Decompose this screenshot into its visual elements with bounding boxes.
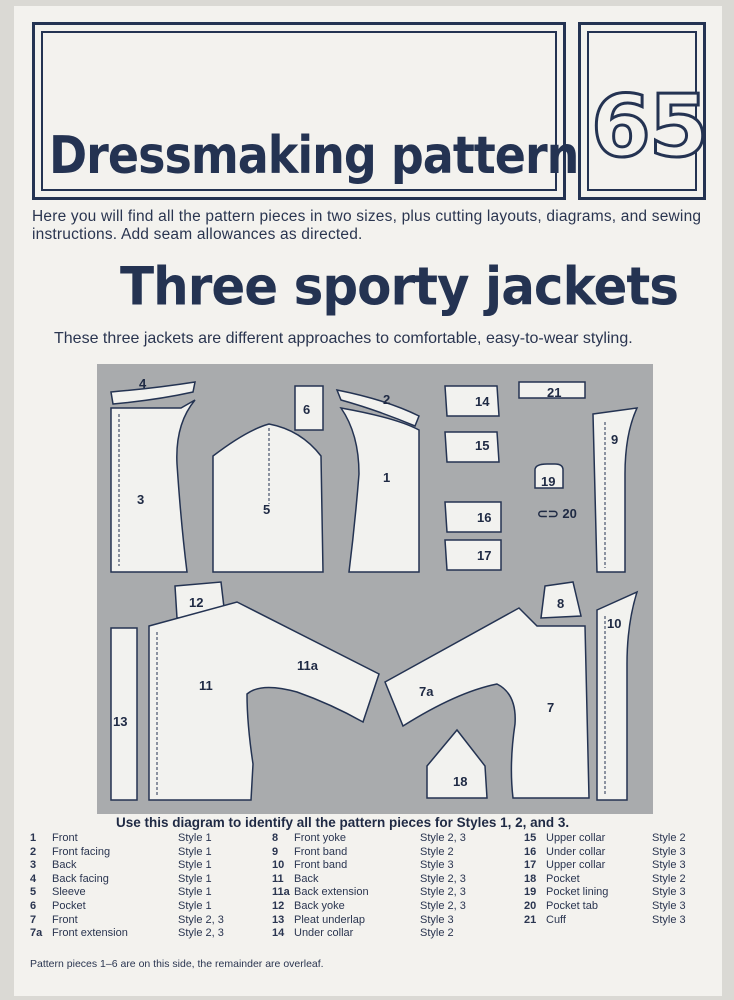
page-title: Three sporty jackets xyxy=(120,256,679,317)
label-11a: 11a xyxy=(297,658,318,673)
legend-style: Style 1 xyxy=(178,899,212,912)
legend-num: 4 xyxy=(30,872,37,885)
label-6: 6 xyxy=(303,402,311,417)
legend-name: Upper collar xyxy=(546,859,606,872)
legend-row xyxy=(30,886,224,900)
legend-name: Back yoke xyxy=(294,899,345,912)
label-8: 8 xyxy=(557,596,565,611)
legend-style: Style 2, 3 xyxy=(420,872,466,885)
legend-name: Pocket lining xyxy=(546,886,609,899)
legend-style: Style 2 xyxy=(652,872,686,885)
header-title: Dressmaking pattern xyxy=(49,125,579,186)
legend-name: Front yoke xyxy=(294,832,346,844)
label-21: 21 xyxy=(547,385,562,400)
legend-name: Back facing xyxy=(52,872,109,885)
legend-num: 8 xyxy=(272,832,279,844)
label-3: 3 xyxy=(137,492,145,507)
legend-col-1 xyxy=(30,832,224,941)
legend-col-3 xyxy=(524,832,686,927)
label-19: 19 xyxy=(541,474,556,489)
legend-name: Under collar xyxy=(294,927,354,940)
piece-14 xyxy=(445,386,499,416)
legend-name: Front xyxy=(52,913,78,926)
piece-11 xyxy=(149,602,379,800)
legend-style: Style 2, 3 xyxy=(178,913,224,926)
legend-style: Style 1 xyxy=(178,832,212,844)
legend-style: Style 2, 3 xyxy=(420,832,466,844)
legend-row xyxy=(272,900,466,914)
legend-name: Upper collar xyxy=(546,832,606,844)
legend-style: Style 3 xyxy=(652,845,686,858)
legend-row xyxy=(524,886,686,900)
legend-style: Style 3 xyxy=(652,859,686,872)
legend-num: 16 xyxy=(524,845,537,858)
legend-name: Front xyxy=(52,832,78,844)
legend-name: Cuff xyxy=(546,913,566,926)
legend-num: 7 xyxy=(30,913,37,926)
legend-row xyxy=(272,859,466,873)
legend-row xyxy=(272,846,466,860)
legend-num: 15 xyxy=(524,832,537,844)
legend-name: Front band xyxy=(294,845,348,858)
label-20: ⊂⊃ 20 xyxy=(537,506,577,521)
label-1: 1 xyxy=(383,470,391,485)
header-title-box xyxy=(32,22,579,200)
legend-num: 21 xyxy=(524,913,537,926)
legend-num: 18 xyxy=(524,872,537,885)
legend-name: Under collar xyxy=(546,845,606,858)
legend-num: 9 xyxy=(272,845,279,858)
legend-style: Style 2 xyxy=(652,832,686,844)
legend-num: 11 xyxy=(272,872,284,885)
intro-text: Here you will find all the pattern pieces in two sizes, plus cutting layouts, diagrams, and sewing instructions. Add seam allowances as directed. xyxy=(32,208,702,243)
legend-name: Sleeve xyxy=(52,886,86,899)
legend-name: Pleat underlap xyxy=(294,913,365,926)
legend-num: 2 xyxy=(30,845,37,858)
legend-row xyxy=(524,914,686,928)
legend-style: Style 2 xyxy=(420,927,454,940)
legend-style: Style 2, 3 xyxy=(420,899,466,912)
label-5: 5 xyxy=(263,502,271,517)
legend-row xyxy=(30,900,224,914)
piece-17 xyxy=(445,540,501,570)
legend-row xyxy=(272,873,466,887)
label-2: 2 xyxy=(383,392,391,407)
label-12: 12 xyxy=(189,595,204,610)
legend-num: 3 xyxy=(30,859,37,872)
legend-style: Style 1 xyxy=(178,872,212,885)
legend-style: Style 3 xyxy=(420,859,454,872)
legend-row xyxy=(272,927,466,941)
legend-num: 1 xyxy=(30,832,37,844)
legend-row xyxy=(272,886,466,900)
legend-style: Style 3 xyxy=(420,913,454,926)
legend-num: 10 xyxy=(272,859,285,872)
label-10: 10 xyxy=(607,616,622,631)
legend-row xyxy=(30,859,224,873)
piece-15 xyxy=(445,432,499,462)
legend-style: Style 1 xyxy=(178,886,212,899)
legend-style: Style 1 xyxy=(178,859,212,872)
legend-row xyxy=(30,846,224,860)
legend-num: 17 xyxy=(524,859,537,872)
legend-row xyxy=(30,873,224,887)
legend-row xyxy=(524,900,686,914)
legend-name: Pocket xyxy=(52,899,86,912)
legend-num: 20 xyxy=(524,899,537,912)
legend-name: Back xyxy=(294,872,319,885)
label-14: 14 xyxy=(475,394,490,409)
label-18: 18 xyxy=(453,774,468,789)
label-16: 16 xyxy=(477,510,492,525)
pattern-number-box xyxy=(578,22,706,200)
legend-name: Front facing xyxy=(52,845,111,858)
legend-style: Style 2, 3 xyxy=(178,927,224,940)
legend-name: Front extension xyxy=(52,927,128,940)
legend-row xyxy=(30,832,224,846)
legend-name: Back extension xyxy=(294,886,369,899)
label-7: 7 xyxy=(547,700,555,715)
legend-row xyxy=(272,914,466,928)
pattern-diagram xyxy=(97,364,653,814)
legend-num: 7a xyxy=(30,927,43,940)
label-13: 13 xyxy=(113,714,128,729)
legend-row xyxy=(524,832,686,846)
legend-num: 19 xyxy=(524,886,537,899)
legend-style: Style 3 xyxy=(652,899,686,912)
piece-1 xyxy=(341,408,419,572)
legend-name: Pocket tab xyxy=(546,899,598,912)
pattern-number: 65 xyxy=(591,77,707,177)
legend-row xyxy=(272,832,466,846)
subtitle: These three jackets are different approaches to comfortable, easy-to-wear styling. xyxy=(54,330,633,347)
legend-num: 14 xyxy=(272,927,285,940)
label-15: 15 xyxy=(475,438,490,453)
footer-note: Pattern pieces 1–6 are on this side, the remainder are overleaf. xyxy=(30,958,324,970)
piece-5 xyxy=(213,424,323,572)
label-4: 4 xyxy=(139,376,147,391)
pattern-pieces-svg xyxy=(97,364,653,814)
piece-3 xyxy=(111,400,195,572)
legend-num: 12 xyxy=(272,899,285,912)
label-7a: 7a xyxy=(419,684,434,699)
legend-name: Pocket xyxy=(546,872,580,885)
legend-row xyxy=(30,927,224,941)
legend-col-2 xyxy=(272,832,466,941)
diagram-caption: Use this diagram to identify all the pattern pieces for Styles 1, 2, and 3. xyxy=(116,815,570,830)
legend-row xyxy=(30,914,224,928)
legend-row xyxy=(524,859,686,873)
label-11: 11 xyxy=(199,678,213,693)
legend-num: 13 xyxy=(272,913,285,926)
legend-style: Style 2 xyxy=(420,845,454,858)
legend-row xyxy=(524,873,686,887)
legend-style: Style 3 xyxy=(652,886,686,899)
legend-name: Front band xyxy=(294,859,348,872)
legend-num: 6 xyxy=(30,899,37,912)
label-17: 17 xyxy=(477,548,492,563)
piece-4 xyxy=(111,382,195,404)
legend-num: 5 xyxy=(30,886,37,899)
piece-16 xyxy=(445,502,501,532)
legend-style: Style 1 xyxy=(178,845,212,858)
legend-style: Style 2, 3 xyxy=(420,886,466,899)
label-9: 9 xyxy=(611,432,619,447)
legend-name: Back xyxy=(52,859,77,872)
legend-row xyxy=(524,846,686,860)
piece-7 xyxy=(385,608,589,798)
legend-num: 11a xyxy=(272,886,290,899)
legend-style: Style 3 xyxy=(652,913,686,926)
